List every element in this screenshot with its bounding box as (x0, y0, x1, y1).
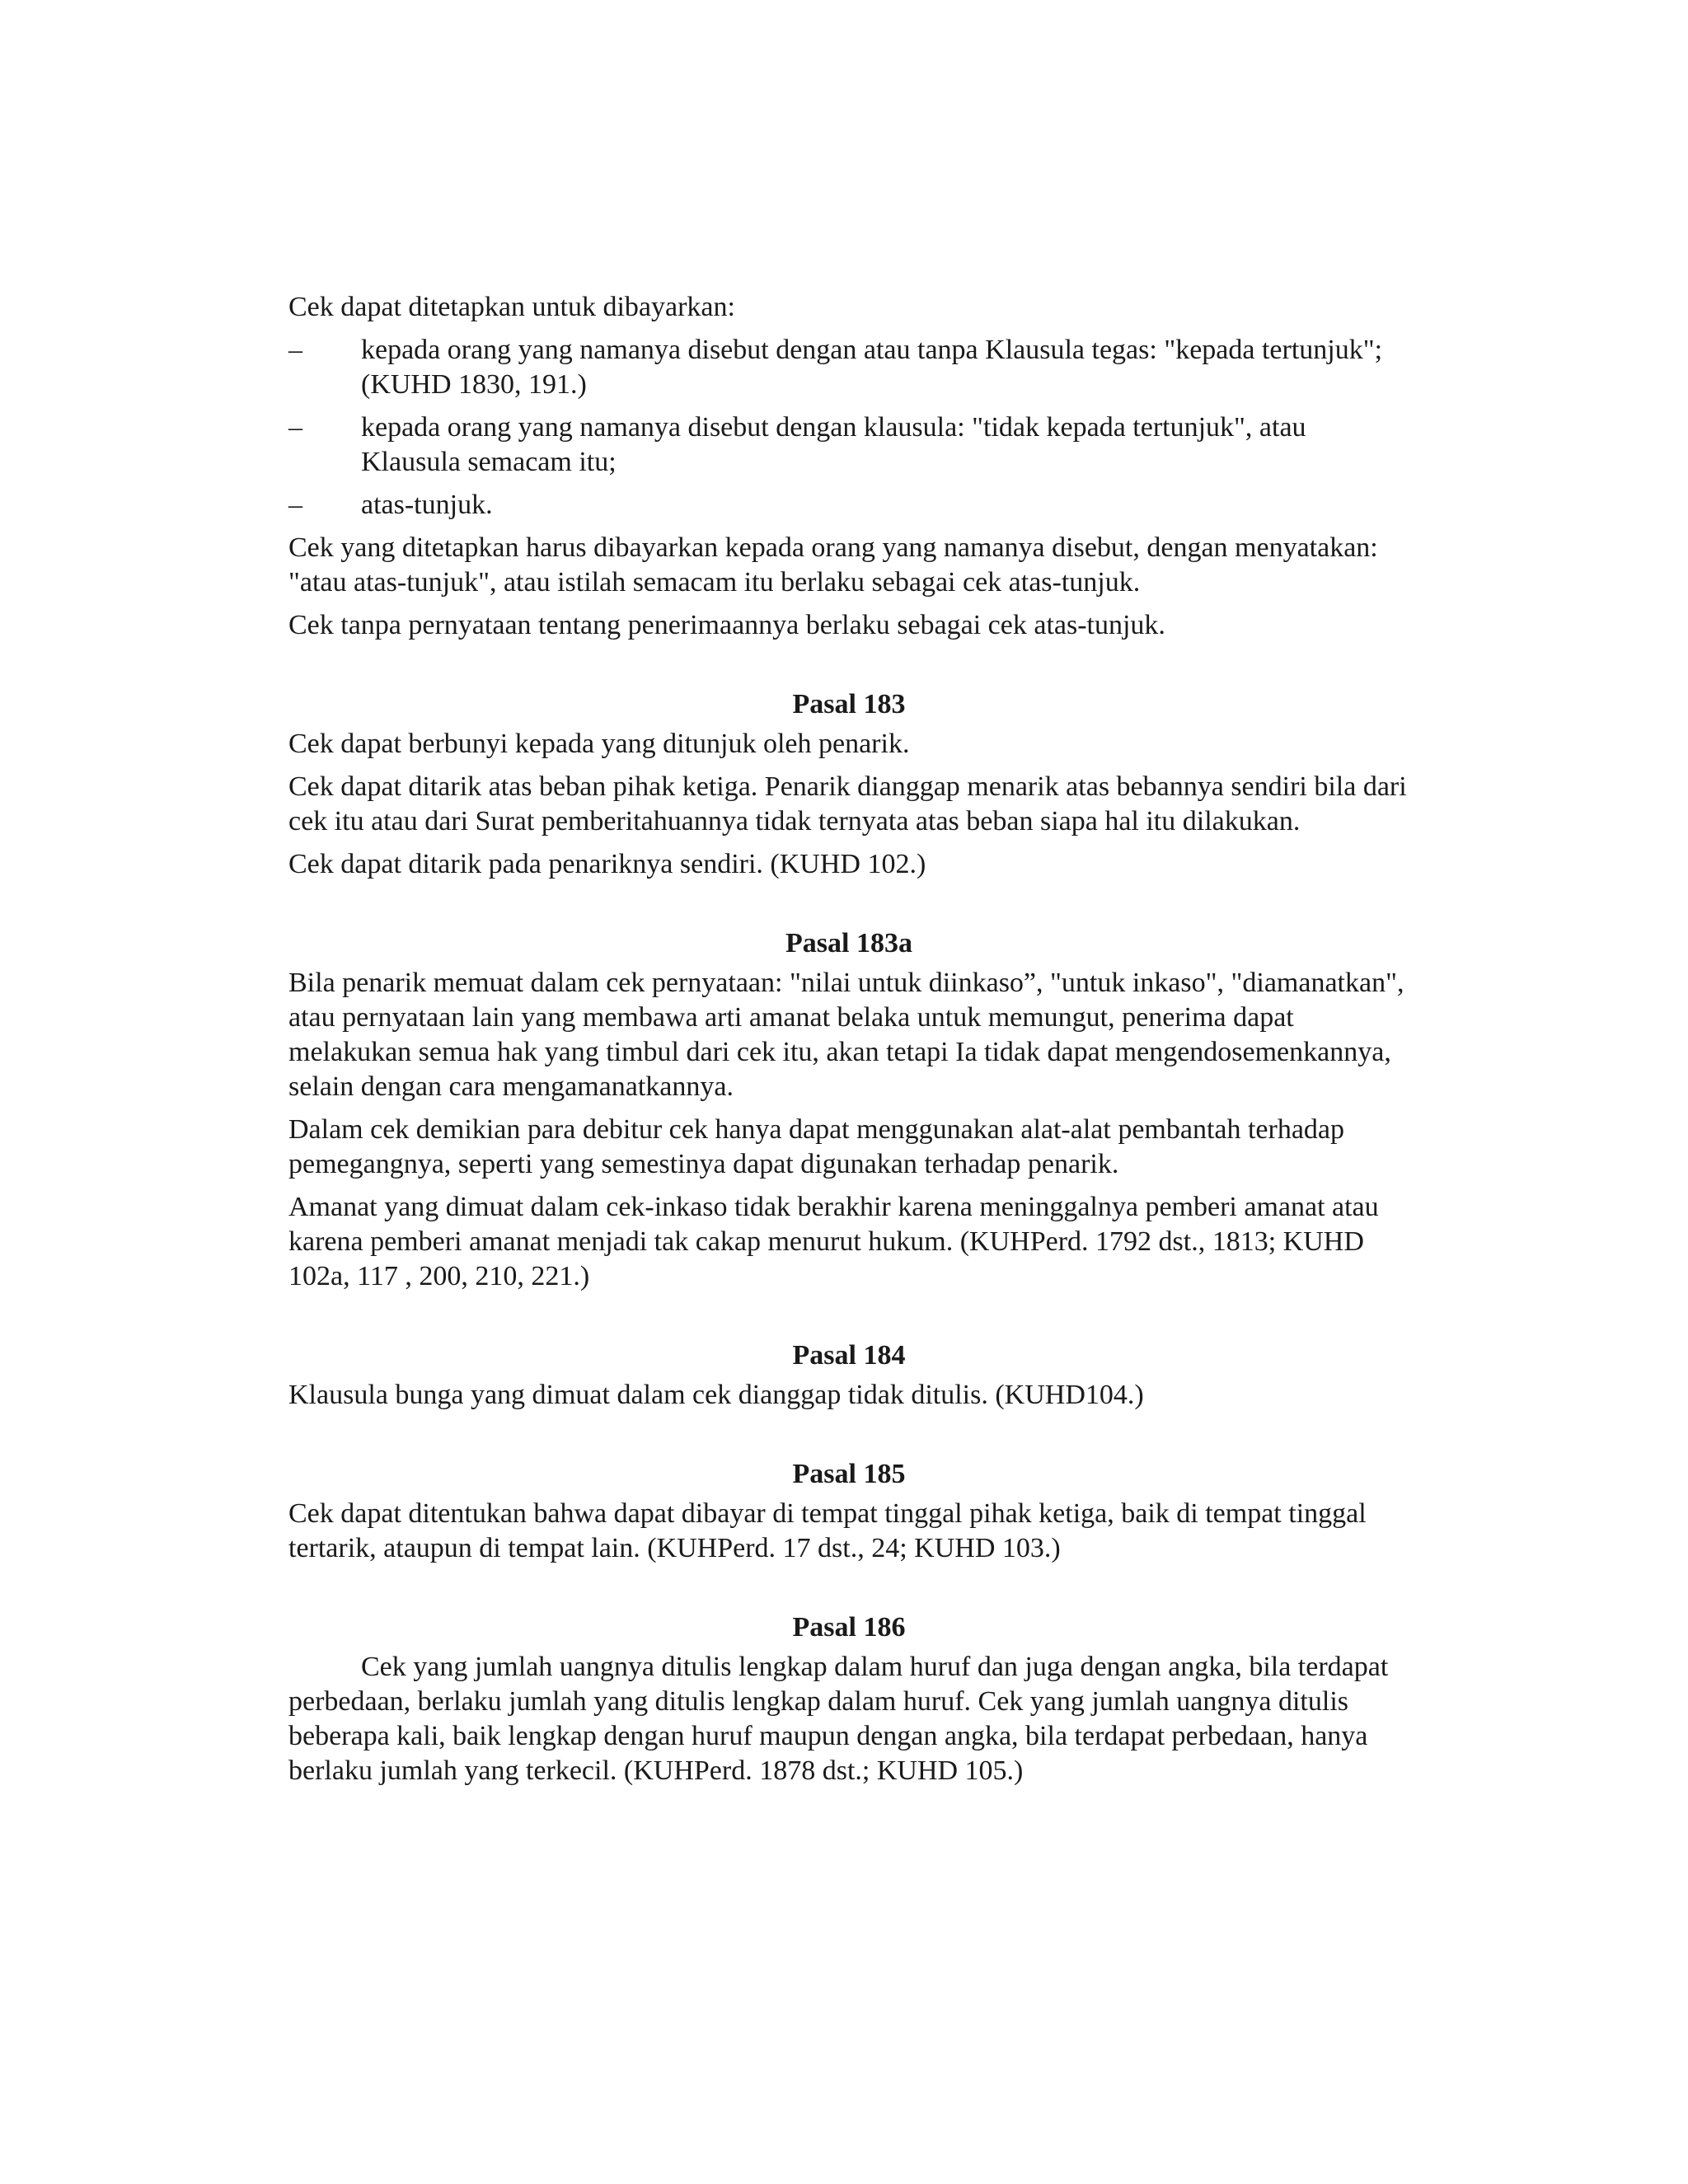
list-item-text: kepada orang yang namanya disebut dengan klausula: "tidak kepada tertunjuk", atau Klausula semacam itu; (361, 412, 1306, 477)
section-heading-pasal-186: Pasal 186 (792, 1612, 906, 1643)
section-heading-pasal-185: Pasal 185 (792, 1459, 906, 1489)
intro-paragraph: Cek tanpa pernyataan tentang penerimaannya berlaku sebagai cek atas-tunjuk. (288, 610, 1165, 640)
list-item (288, 410, 1409, 480)
dash-bullet: – (288, 490, 302, 520)
list-item (288, 488, 1409, 523)
section-paragraph: Klausula bunga yang dimuat dalam cek dianggap tidak ditulis. (KUHD104.) (288, 1380, 1144, 1410)
section-paragraph: Bila penarik memuat dalam cek pernyataan: "nilai untuk diinkaso”, "untuk inkaso", "diamanatkan", atau pernyataan lain yang membawa arti amanat belaka untuk memungut, penerima dapat melakukan semua hak yang timbul dari cek itu, akan tetapi Ia tidak dapat mengendosemenkannya, selain dengan cara mengamanatkannya. (288, 968, 1404, 1102)
dash-bullet: – (288, 412, 302, 443)
section-heading-pasal-183: Pasal 183 (792, 689, 906, 719)
intro-paragraph: Cek yang ditetapkan harus dibayarkan kepada orang yang namanya disebut, dengan menyatakan: "atau atas-tunjuk", atau istilah semacam itu berlaku sebagai cek atas-tunjuk. (288, 532, 1378, 598)
intro-lead: Cek dapat ditetapkan untuk dibayarkan: (288, 292, 735, 322)
section-paragraph: Cek dapat ditentukan bahwa dapat dibayar di tempat tinggal pihak ketiga, baik di tempat tinggal tertarik, ataupun di tempat lain. (KUHPerd. 17 dst., 24; KUHD 103.) (288, 1498, 1367, 1563)
list-item-text: kepada orang yang namanya disebut dengan atau tanpa Klausula tegas: "kepada tertunjuk"; (KUHD 1830, 191.) (361, 335, 1383, 400)
section-heading-pasal-183a: Pasal 183a (785, 928, 912, 958)
section-paragraph: Cek dapat berbunyi kepada yang ditunjuk oleh penarik. (288, 729, 910, 759)
list-item-text: atas-tunjuk. (361, 490, 493, 520)
section-paragraph: Cek dapat ditarik pada penariknya sendiri. (KUHD 102.) (288, 849, 926, 879)
intro-list (288, 333, 1409, 523)
document-page (288, 290, 1409, 1797)
dash-bullet: – (288, 335, 302, 365)
section-paragraph: Cek yang jumlah uangnya ditulis lengkap dalam huruf dan juga dengan angka, bila terdapat perbedaan, berlaku jumlah yang ditulis lengkap dalam huruf. Cek yang jumlah uangnya ditulis beberapa kali, baik lengkap dengan huruf maupun dengan angka, bila terdapat perbedaan, hanya berlaku jumlah yang terkecil. (KUHPerd. 1878 dst.; KUHD 105.) (288, 1652, 1389, 1786)
list-item (288, 333, 1409, 402)
section-paragraph: Cek dapat ditarik atas beban pihak ketiga. Penarik dianggap menarik atas bebannya sendiri bila dari cek itu atau dari Surat pemberitahuannya tidak ternyata atas beban siapa hal itu dilakukan. (288, 771, 1407, 837)
section-paragraph: Amanat yang dimuat dalam cek-inkaso tidak berakhir karena meninggalnya pemberi amanat atau karena pemberi amanat menjadi tak cakap menurut hukum. (KUHPerd. 1792 dst., 1813; KUHD 102a, 117 , 200, 210, 221.) (288, 1192, 1379, 1291)
section-paragraph: Dalam cek demikian para debitur cek hanya dapat menggunakan alat-alat pembantah terhadap pemegangnya, seperti yang semestinya dapat digunakan terhadap penarik. (288, 1114, 1345, 1179)
section-heading-pasal-184: Pasal 184 (792, 1340, 906, 1371)
